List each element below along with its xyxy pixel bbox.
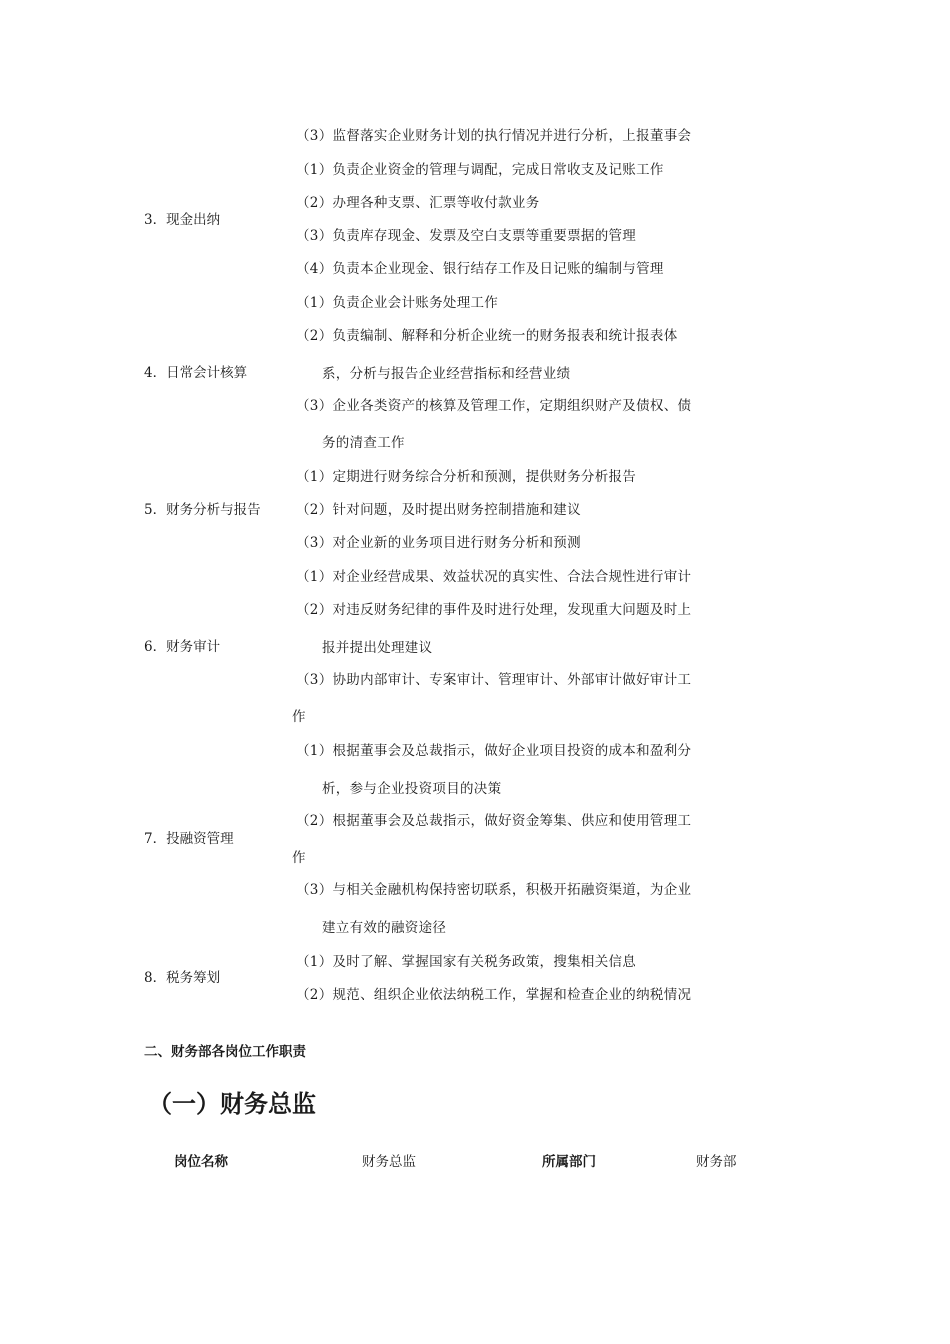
- duty-item: （3）协助内部审计、专案审计、管理审计、外部审计做好审计工: [296, 672, 692, 688]
- department-label: 所属部门: [542, 1154, 596, 1170]
- duty-item: （2）规范、组织企业依法纳税工作，掌握和检查企业的纳税情况: [296, 987, 692, 1003]
- duty-item-continuation: 报并提出处理建议: [322, 640, 433, 656]
- category-cash: 3．现金出纳: [144, 212, 221, 228]
- subsection-title: （一）财务总监: [148, 1089, 316, 1118]
- category-audit: 6．财务审计: [144, 639, 221, 655]
- section-title: 二、财务部各岗位工作职责: [144, 1044, 306, 1060]
- duty-item-continuation: 析，参与企业投资项目的决策: [322, 781, 502, 797]
- category-analysis: 5．财务分析与报告: [144, 502, 261, 518]
- duty-item: （2）办理各种支票、汇票等收付款业务: [296, 195, 540, 211]
- duty-item: （1）负责企业会计账务处理工作: [296, 295, 499, 311]
- duty-item: （1）定期进行财务综合分析和预测，提供财务分析报告: [296, 469, 637, 485]
- duty-item: （3）企业各类资产的核算及管理工作，定期组织财产及债权、债: [296, 398, 692, 414]
- department-value: 财务部: [696, 1154, 737, 1170]
- duty-item: （1）及时了解、掌握国家有关税务政策，搜集相关信息: [296, 954, 637, 970]
- duty-item: （4）负责本企业现金、银行结存工作及日记账的编制与管理: [296, 261, 664, 277]
- position-name-label: 岗位名称: [174, 1154, 228, 1170]
- duty-item: （1）根据董事会及总裁指示，做好企业项目投资的成本和盈利分: [296, 743, 692, 759]
- duty-item-continuation: 系，分析与报告企业经营指标和经营业绩: [322, 366, 571, 382]
- duty-item: （2）针对问题，及时提出财务控制措施和建议: [296, 502, 581, 518]
- duty-item: （2）根据董事会及总裁指示，做好资金筹集、供应和使用管理工: [296, 813, 692, 829]
- position-name-value: 财务总监: [362, 1154, 416, 1170]
- duty-item: （2）负责编制、解释和分析企业统一的财务报表和统计报表体: [296, 328, 678, 344]
- duty-item: （2）对违反财务纪律的事件及时进行处理，发现重大问题及时上: [296, 602, 692, 618]
- duty-item-continuation: 务的清查工作: [322, 435, 405, 451]
- category-accounting: 4．日常会计核算: [144, 365, 248, 381]
- duty-item: （3）监督落实企业财务计划的执行情况并进行分析，上报董事会: [296, 128, 692, 144]
- duty-item-continuation: 作: [292, 850, 306, 866]
- duty-item: （1）负责企业资金的管理与调配，完成日常收支及记账工作: [296, 162, 664, 178]
- duty-item: （3）负责库存现金、发票及空白支票等重要票据的管理: [296, 228, 637, 244]
- category-tax: 8．税务筹划: [144, 970, 221, 986]
- duty-item: （3）与相关金融机构保持密切联系，积极开拓融资渠道，为企业: [296, 882, 692, 898]
- duty-item: （1）对企业经营成果、效益状况的真实性、合法合规性进行审计: [296, 569, 692, 585]
- duty-item-continuation: 作: [292, 709, 306, 725]
- duty-item: （3）对企业新的业务项目进行财务分析和预测: [296, 535, 581, 551]
- duty-item-continuation: 建立有效的融资途径: [322, 920, 447, 936]
- category-investment: 7．投融资管理: [144, 831, 234, 847]
